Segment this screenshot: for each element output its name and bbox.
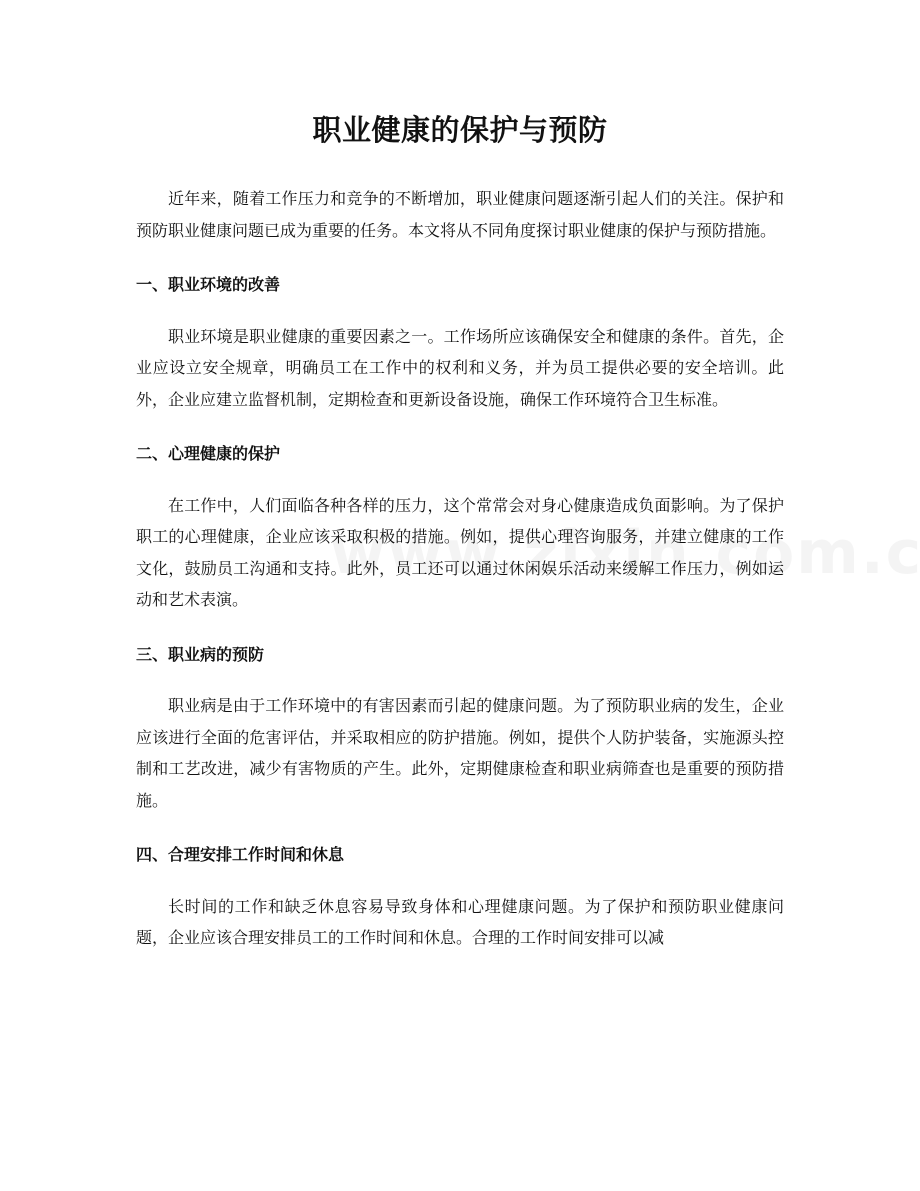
page-title: 职业健康的保护与预防 bbox=[312, 113, 608, 147]
section-heading-2: 二、心理健康的保护 bbox=[136, 444, 281, 463]
section-heading-4: 四、合理安排工作时间和休息 bbox=[136, 845, 345, 864]
section-body-3: 职业病是由于工作环境中的有害因素而引起的健康问题。为了预防职业病的发生，企业应该进行全面的危害评估，并采取相应的防护措施。例如，提供个人防护装备，实施源头控制和工艺改进，减少有害物质的产生。此外，定期健康检查和职业病筛查也是重要的预防措施。 bbox=[136, 696, 784, 810]
section-heading-1: 一、职业环境的改善 bbox=[136, 275, 281, 294]
section-body-4: 长时间的工作和缺乏休息容易导致身体和心理健康问题。为了保护和预防职业健康问题，企业应该合理安排员工的工作时间和休息。合理的工作时间安排可以减 bbox=[136, 896, 784, 947]
section-heading-3: 三、职业病的预防 bbox=[136, 644, 265, 664]
section-body-2: 在工作中，人们面临各种各样的压力，这个常常会对身心健康造成负面影响。为了保护职工的心理健康，企业应该采取积极的措施。例如，提供心理咨询服务，并建立健康的工作文化，鼓励员工沟通和支持。此外，员工还可以通过休闲娱乐活动来缓解工作压力，例如运动和艺术表演。 bbox=[136, 495, 784, 609]
section-body-1: 职业环境是职业健康的重要因素之一。工作场所应该确保安全和健康的条件。首先，企业应设立安全规章，明确员工在工作中的权利和义务，并为员工提供必要的安全培训。此外，企业应建立监督机制，定期检查和更新设备设施，确保工作环境符合卫生标准。 bbox=[136, 326, 784, 409]
document-content bbox=[136, 108, 784, 954]
intro-paragraph: 近年来，随着工作压力和竞争的不断增加，职业健康问题逐渐引起人们的关注。保护和预防职业健康问题已成为重要的任务。本文将从不同角度探讨职业健康的保护与预防措施。 bbox=[136, 189, 784, 240]
